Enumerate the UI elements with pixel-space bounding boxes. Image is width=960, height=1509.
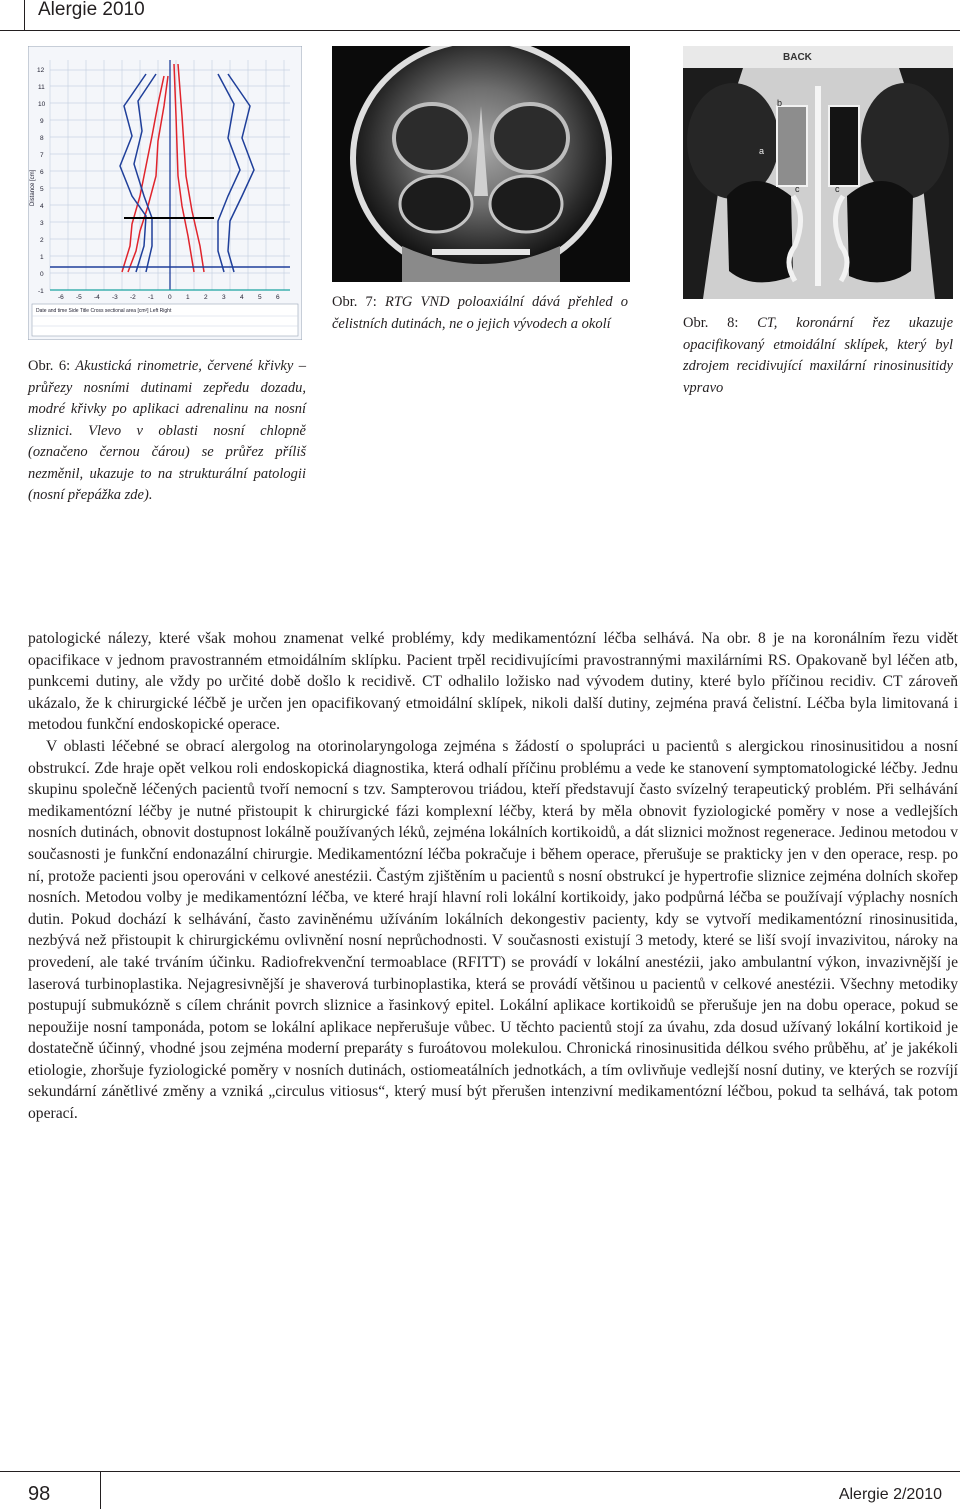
- svg-text:-6: -6: [58, 294, 64, 301]
- figure-6-caption: [28, 356, 306, 507]
- svg-text:5: 5: [258, 294, 262, 301]
- svg-text:6: 6: [40, 169, 44, 176]
- svg-text:10: 10: [38, 101, 46, 108]
- figure-8-caption-text: CT, koronární řez ukazuje opacifikovaný etmoidální sklípek, který byl zdrojem recidivující maxilární rinosinusitidy vpravo: [683, 315, 954, 396]
- svg-text:2: 2: [204, 294, 208, 301]
- figure-8-caption: [683, 313, 953, 399]
- svg-text:-4: -4: [94, 294, 100, 301]
- svg-text:4: 4: [240, 294, 244, 301]
- figure-6-image: [28, 46, 302, 340]
- running-header-title: Alergie 2010: [38, 0, 145, 20]
- svg-text:1: 1: [40, 254, 44, 261]
- figure-7-label: Obr. 7:: [332, 294, 377, 310]
- figure-6-label: Obr. 6:: [28, 358, 71, 374]
- svg-text:5: 5: [40, 186, 44, 193]
- ct-marker-a: a: [759, 146, 765, 156]
- footer-rule: [0, 1471, 960, 1472]
- svg-text:0: 0: [168, 294, 172, 301]
- svg-text:-2: -2: [130, 294, 136, 301]
- figure-7-image: [332, 46, 630, 282]
- svg-text:3: 3: [222, 294, 226, 301]
- rhinometry-plot: [28, 46, 302, 340]
- journal-issue: Alergie 2/2010: [838, 1486, 942, 1503]
- figure-6-caption-text: Akustická rinometrie, červené křivky – průřezy nosními dutinami zepředu dozadu, modré křivky po aplikaci adrenalinu na nosní sliznici. Vlevo v oblasti nosní chlopně (označeno černou čárou) se průřez příliš nezměnil, ukazuje to na strukturální patologii (nosní přepážka zde).: [28, 358, 306, 503]
- body-paragraph-2: V oblasti léčebné se obrací alergolog na otorinolaryngologa zejména s žádostí o spolupráci u pacientů s alergickou rinosinusitidou a nosní obstrukcí. Zde hraje opět velkou roli endoskopická diagnostika, která odhalí příčinu problému a vede ke stanovení symptomatologické léčby. Jednu skupinu společně léčených pacientů tvoří nemocní s tzv. Sampterovou triádou, kteří představují často svízelný terapeutický problém. Při selhávání medikamentózní léčby je nutné přistoupit k chirurgické fázi komplexní léčby, která by měla obnovit fyziologické poměry v nose a vedlejších nosních dutinách, obnovit dostupnost lokálně používaných léků, zejména lokálních kortikoidů, a dát sliznici možnost regenerace. Jedinou metodou v současnosti je funkční endonazální chirurgie. Medikamentózní léčba pokračuje i během operace, přerušuje se prakticky jen v den operace, resp. po ní, protože pacienti jsou operováni v celkové anestézii. Častým zjištěním u pacientů s nosní obstrukcí je hypertrofie sliznice zejména dolních skořep nosních. Metodou volby je medikamentózní léčba, ve které hrají hlavní roli lokální kortikoidy, jako podpůrná léčba se používají výplachy nosních dutin. Pokud dochází k selhávání, často zaviněnému užíváním lokálních dekongestiv pacienty, kdy se vytvoří medikamentózní rinosinusitida, nezbývá než přistoupit k chirurgickému ovlivnění nosní neprůchodnosti. V současnosti existují 3 metody, které se liší svojí invazivitou, nároky na provedení, ale také trváním účinku. Radiofrekvenční termoablace (RFITT) se provádí v lokální anestézii, jako ambulantní výkon, invazivnější je laserová turbinoplastika. Nejagresivnější je shaverová turbinoplastika, která se provádí většinou u pacientů v celkové anestézii. Všechny metodiky postupují submukózně s cílem chránit povrch sliznice a řasinkový epitel. Lokální aplikace kortikoidů se přerušuje jen na dobu operace, pokud se nepoužije nosní tamponáda, potom se lokální aplikace nepřerušuje vůbec. U těchto pacientů stojí za úvahu, zda dosud užívaný lokální kortikoid je dostatečně účinný, vhodné jsou zejména moderní preparáty s furoátovou molekulou. Chronická rinosinusitida délkou svého průběhu, ať je jakékoli etiologie, zhoršuje fyziologické poměry v nosních dutinách, ostiomeatálních jednotkách, a tím ovlivňuje vedlejší nosní dutiny, ve kterých se rozvíjí sekundární zánětlivé změny a vzniká „circulus vitiosus“, který musí být přerušen intenzivní medikamentózní léčbou, pokud ta selhává, tak potom operací.: [28, 737, 958, 1123]
- svg-text:8: 8: [40, 135, 44, 142]
- y-axis-label: Distance [cm]: [30, 169, 36, 206]
- footer-divider-tick: [100, 1471, 101, 1509]
- figure-8-label: Obr. 8:: [683, 315, 739, 331]
- article-body: [28, 628, 958, 1125]
- svg-text:0: 0: [40, 271, 44, 278]
- svg-text:9: 9: [40, 118, 44, 125]
- svg-text:11: 11: [38, 84, 45, 91]
- svg-text:2: 2: [40, 237, 44, 244]
- ct-marker-b: b: [777, 98, 783, 108]
- svg-text:3: 3: [40, 220, 44, 227]
- figure-8-image: [683, 46, 953, 299]
- body-paragraph-1: patologické nálezy, které však mohou znamenat velké problémy, kdy medikamentózní léčba selhává. Na obr. 8 je na koronálním řezu vidět opacifikace v jednom pravostranném etmoidálním sklípku. Pacient trpěl recidivujícími pravostrannými maxilárními RS. Opakovaně byl léčen atb, punkcemi dutiny, ale vždy po určité době došlo k recidivě. CT odhalilo ložisko nad vývodem dutiny, které bylo příčinou recidiv. CT zároveň ukázalo, že k chirurgické léčbě je určen jen opacifikovaný etmoidální sklípek, nikoli další dutiny, zejména pravá čelistní. Léčba byla limitovaná i metodou funkční endoskopické operace.: [28, 630, 958, 734]
- ct-back-label: BACK: [783, 52, 812, 63]
- header-rule: [0, 30, 960, 31]
- svg-text:12: 12: [37, 67, 45, 74]
- svg-text:4: 4: [40, 203, 44, 210]
- svg-text:-5: -5: [76, 294, 82, 301]
- legend-header-text: Date and time Side Title Cross sectional area [cm²] Left Right: [36, 308, 172, 314]
- svg-text:7: 7: [40, 152, 44, 159]
- header-divider-tick: [24, 0, 25, 30]
- ct-marker-c-left: c: [795, 184, 800, 194]
- svg-text:-3: -3: [112, 294, 118, 301]
- svg-text:-1: -1: [148, 294, 154, 301]
- svg-text:-1: -1: [38, 288, 44, 295]
- svg-text:1: 1: [186, 294, 190, 301]
- page-number: 98: [28, 1483, 51, 1505]
- svg-text:6: 6: [276, 294, 280, 301]
- figure-7-caption: [332, 292, 628, 335]
- figure-7-caption-text: RTG VND poloaxiální dává přehled o čelistních dutinách, ne o jejich vývodech a okolí: [332, 294, 629, 332]
- ct-coronal-scan: [683, 46, 953, 299]
- ct-marker-c-right: c: [835, 184, 840, 194]
- xray-skull-radiograph: [332, 46, 630, 282]
